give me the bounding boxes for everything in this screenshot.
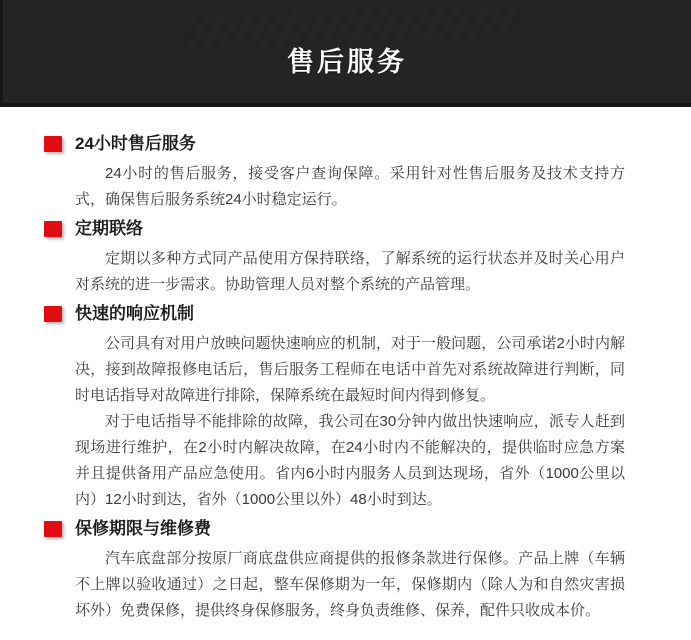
section-24h-after-sales	[75, 135, 625, 213]
red-square-bullet-icon	[44, 136, 62, 152]
section-paragraph: 公司具有对用户放映问题快速响应的机制，对于一般问题，公司承诺2小时内解决，接到故障报修电话后，售后服务工程师在电话中首先对系统故障进行判断，同时电话指导对故障进行排除，保障系统在最短时间内得到修复。	[75, 335, 625, 404]
section-heading: 保修期限与维修费	[75, 519, 211, 538]
section-paragraph: 汽车底盘部分按原厂商底盘供应商提供的报修条款进行保修。产品上牌（车辆不上牌以验收通过）之日起，整车保修期为一年，保修期内（除人为和自然灾害损坏外）免费保修，提供终身保修服务，终身负责维修、保养，配件只收成本价。	[75, 550, 625, 619]
section-heading: 24小时售后服务	[75, 134, 196, 153]
section-regular-contact	[75, 220, 625, 298]
header-banner	[0, 0, 691, 107]
section-heading: 定期联络	[75, 219, 143, 238]
red-square-bullet-icon	[44, 221, 62, 237]
page-title: 售后服务	[287, 47, 407, 77]
section-heading: 快速的响应机制	[75, 304, 194, 323]
section-paragraph: 24小时的售后服务，接受客户查询保障。采用针对性售后服务及技术支持方式，确保售后服务系统24小时稳定运行。	[75, 165, 625, 208]
section-warranty-and-repair-fees	[75, 520, 625, 624]
red-square-bullet-icon	[44, 306, 62, 322]
content-area	[0, 107, 691, 624]
section-rapid-response	[75, 305, 625, 513]
section-paragraph: 定期以多种方式同产品使用方保持联络，了解系统的运行状态并及时关心用户对系统的进一步需求。协助管理人员对整个系统的产品管理。	[75, 250, 625, 293]
red-square-bullet-icon	[44, 521, 62, 537]
section-paragraph: 对于电话指导不能排除的故障，我公司在30分钟内做出快速响应，派专人赶到现场进行维护，在2小时内解决故障，在24小时内不能解决的，提供临时应急方案并且提供备用产品应急使用。省内6小时内服务人员到达现场，省外（1000公里以内）12小时到达，省外（1000公里以外）48小时到达。	[75, 413, 625, 508]
